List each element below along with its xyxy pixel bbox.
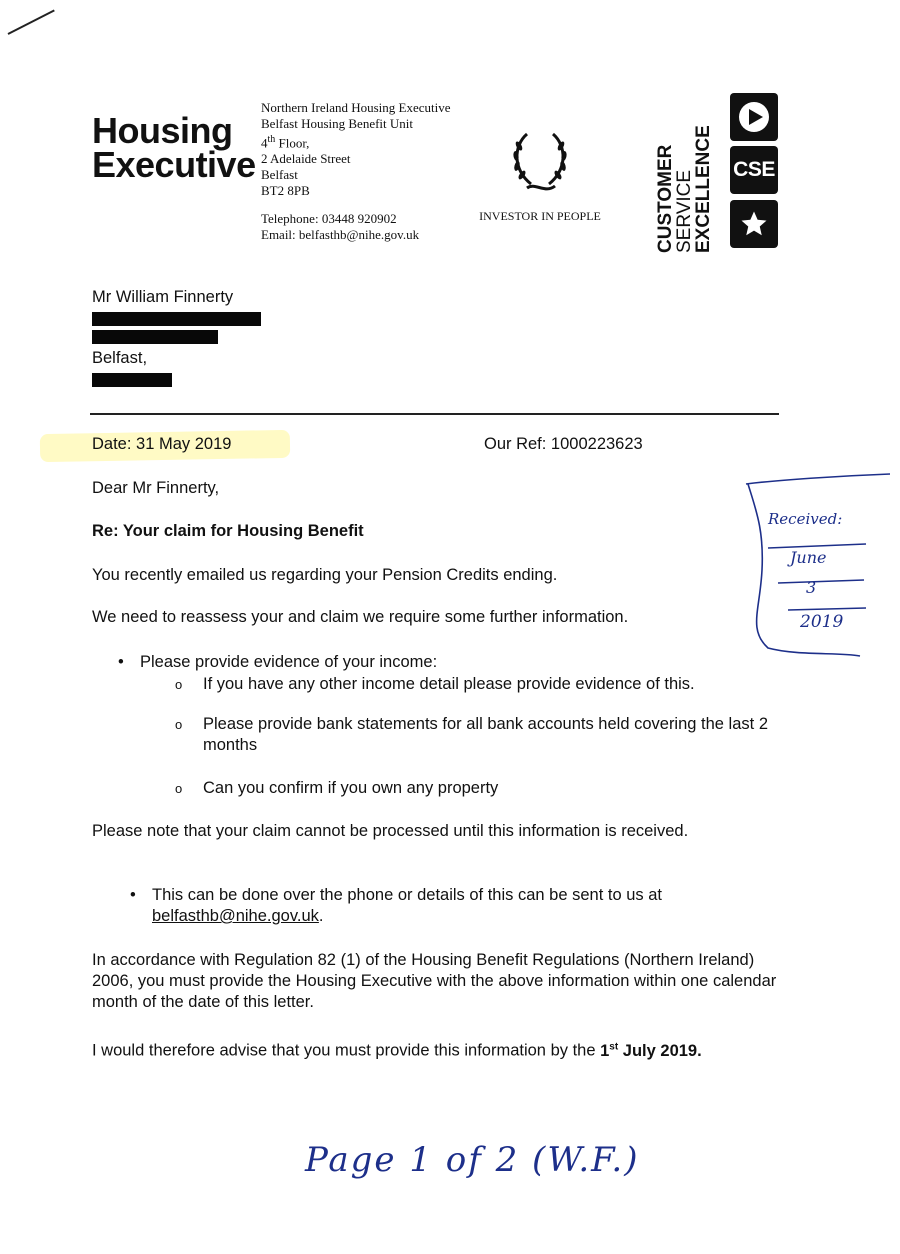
laurel-wreath-icon [505, 128, 575, 198]
investor-in-people-logo [470, 128, 610, 224]
address-floor [261, 132, 451, 151]
sender-address [261, 100, 451, 243]
sub-item-text: Please provide bank statements for all bank accounts held covering the last 2 months [203, 715, 768, 754]
greeting: Dear Mr Finnerty, [92, 479, 220, 497]
recipient-address [92, 287, 261, 391]
customer-service-excellence-wordmark [655, 95, 715, 255]
sub-item [175, 674, 695, 695]
deadline-suffix: st [609, 1041, 619, 1052]
cse-badge: CSE [730, 146, 778, 194]
bullet-text: Please provide evidence of your income: [140, 653, 438, 671]
address-org: Northern Ireland Housing Executive [261, 100, 451, 115]
address-city: Belfast [261, 167, 298, 183]
play-icon [737, 100, 771, 134]
subject-line: Re: Your claim for Housing Benefit [92, 522, 364, 540]
handwritten-year: 2019 [800, 612, 844, 632]
redacted-address-line [92, 330, 218, 344]
redacted-address-line [92, 312, 261, 326]
recipient-name: Mr William Finnerty [92, 288, 234, 306]
bullet-contact [130, 885, 770, 927]
paragraph-2: We need to reassess your and claim we require some further information. [92, 608, 629, 626]
cse-play-badge [730, 93, 778, 141]
recipient-city: Belfast, [92, 349, 148, 367]
handwritten-page-note: Page 1 of 2 (W.F.) [305, 1140, 640, 1180]
cse-word-service: SERVICE [674, 169, 695, 253]
bullet-income [118, 652, 437, 673]
email-link[interactable]: belfasthb@nihe.gov.uk [152, 907, 319, 925]
handwritten-day: 3 [806, 578, 817, 597]
investor-in-people-label: INVESTOR IN PEOPLE [479, 209, 601, 223]
bullet-marker: • [118, 653, 124, 671]
deadline-day: 1 [600, 1041, 610, 1060]
sub-bullet-marker: o [175, 781, 183, 796]
cse-star-badge [730, 200, 778, 248]
logo-line-2: Executive [92, 144, 256, 185]
floor-number: 4 [261, 135, 268, 151]
floor-word: Floor, [275, 135, 310, 151]
handwritten-received: Received: [768, 510, 843, 528]
regulation-paragraph: In accordance with Regulation 82 (1) of the Housing Benefit Regulations (Northern Ireland) 2006, you must provide the Housing Executive with the above information within one calendar month of the date of this letter. [92, 951, 777, 1011]
our-reference: Our Ref: 1000223623 [484, 435, 643, 453]
paragraph-1: You recently emailed us regarding your Pension Credits ending. [92, 566, 558, 584]
address-street: 2 Adelaide Street [261, 151, 351, 167]
bullet-marker: • [130, 886, 136, 904]
star-icon [739, 209, 769, 239]
deadline-paragraph [92, 1036, 782, 1062]
cse-word-excellence: EXCELLENCE [693, 125, 714, 253]
sub-item [175, 778, 498, 799]
contact-period: . [318, 907, 324, 925]
handwritten-month: June [790, 548, 827, 567]
sub-item-text: Can you confirm if you own any property [203, 779, 499, 797]
sub-bullet-marker: o [175, 677, 183, 692]
address-unit: Belfast Housing Benefit Unit [261, 116, 414, 131]
floor-suffix: th [267, 134, 276, 145]
housing-executive-logo [92, 110, 256, 185]
processing-note: Please note that your claim cannot be processed until this information is received. [92, 822, 689, 840]
deadline-rest: July 2019. [618, 1041, 702, 1060]
address-postcode: BT2 8PB [261, 183, 310, 199]
deadline-date [600, 1042, 702, 1060]
sub-item [175, 714, 775, 756]
sender-telephone: Telephone: 03448 920902 [261, 211, 397, 227]
sub-bullet-marker: o [175, 717, 183, 732]
pen-mark [8, 10, 55, 35]
bullet-contact-text [152, 885, 770, 927]
logo-line-1: Housing [92, 110, 233, 151]
letter-date: Date: 31 May 2019 [92, 435, 232, 453]
divider-line [90, 413, 779, 415]
sub-item-text: If you have any other income detail please provide evidence of this. [203, 675, 695, 693]
cse-word-customer: CUSTOMER [655, 144, 676, 253]
contact-text: This can be done over the phone or details of this can be sent to us at [152, 886, 662, 904]
deadline-text: I would therefore advise that you must provide this information by the [92, 1041, 601, 1060]
sender-email: Email: belfasthb@nihe.gov.uk [261, 227, 420, 243]
redacted-postcode [92, 373, 172, 387]
